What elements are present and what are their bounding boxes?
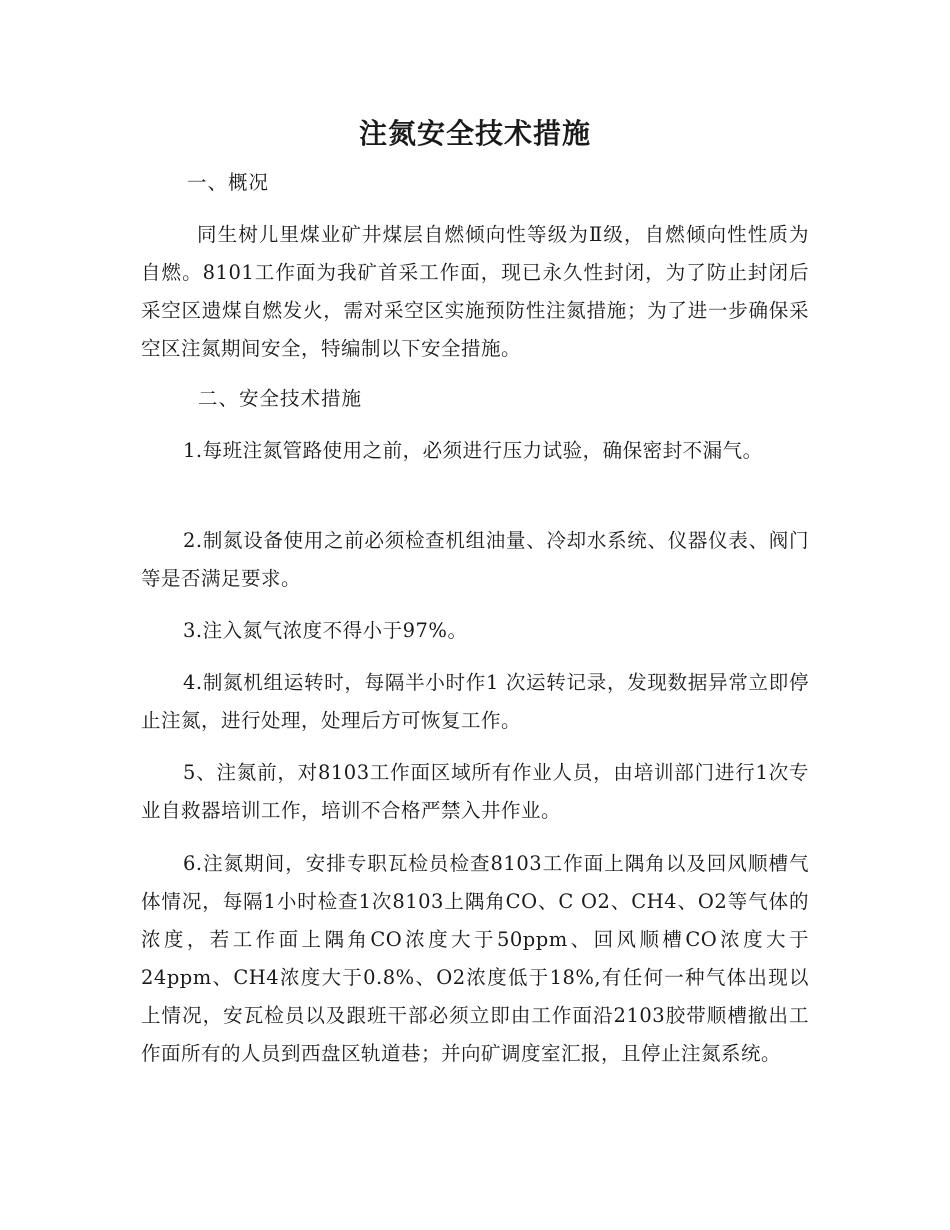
measure-item-6: 6.注氮期间，安排专职瓦检员检查8103工作面上隅角以及回风顺槽气体情况，每隔1小时检查1次8103上隅角CO、C O2、CH4、O2等气体的浓度，若工作面上隅角CO浓度大于50ppm、回风顺槽CO浓度大于24ppm、CH4浓度大于0.8%、O2浓度低于18%,有任何一种气体出现以上情况，安瓦检员以及跟班干部必须立即由工作面沿2103胶带顺槽撤出工作面所有的人员到西盘区轨道巷；并向矿调度室汇报，且停止注氮系统。 bbox=[141, 852, 809, 1065]
measure-item-4: 4.制氮机组运转时，每隔半小时作1 次运转记录，发现数据异常立即停止注氮，进行处理，处理后方可恢复工作。 bbox=[141, 671, 809, 732]
measure-item-3: 3.注入氮气浓度不得小于97%。 bbox=[183, 619, 468, 642]
section-heading-overview: 一、概况 bbox=[187, 171, 270, 194]
section-heading-measures: 二、安全技术措施 bbox=[198, 387, 363, 410]
measure-item-1: 1.每班注氮管路使用之前，必须进行压力试验，确保密封不漏气。 bbox=[183, 439, 763, 462]
measure-item-2: 2.制氮设备使用之前必须检查机组油量、冷却水系统、仪器仪表、阀门等是否满足要求。 bbox=[141, 529, 809, 590]
measure-item-5: 5、注氮前，对8103工作面区域所有作业人员，由培训部门进行1次专业自救器培训工作，培训不合格严禁入井作业。 bbox=[141, 761, 809, 822]
document-title: 注氮安全技术措施 bbox=[358, 117, 591, 150]
overview-paragraph: 同生树儿里煤业矿井煤层自燃倾向性等级为Ⅱ级，自燃倾向性性质为自燃。8101工作面为我矿首采工作面，现已永久性封闭，为了防止封闭后采空区遗煤自燃发火，需对采空区实施预防性注氮措施；为了进一步确保采空区注氮期间安全，特编制以下安全措施。 bbox=[141, 223, 809, 360]
